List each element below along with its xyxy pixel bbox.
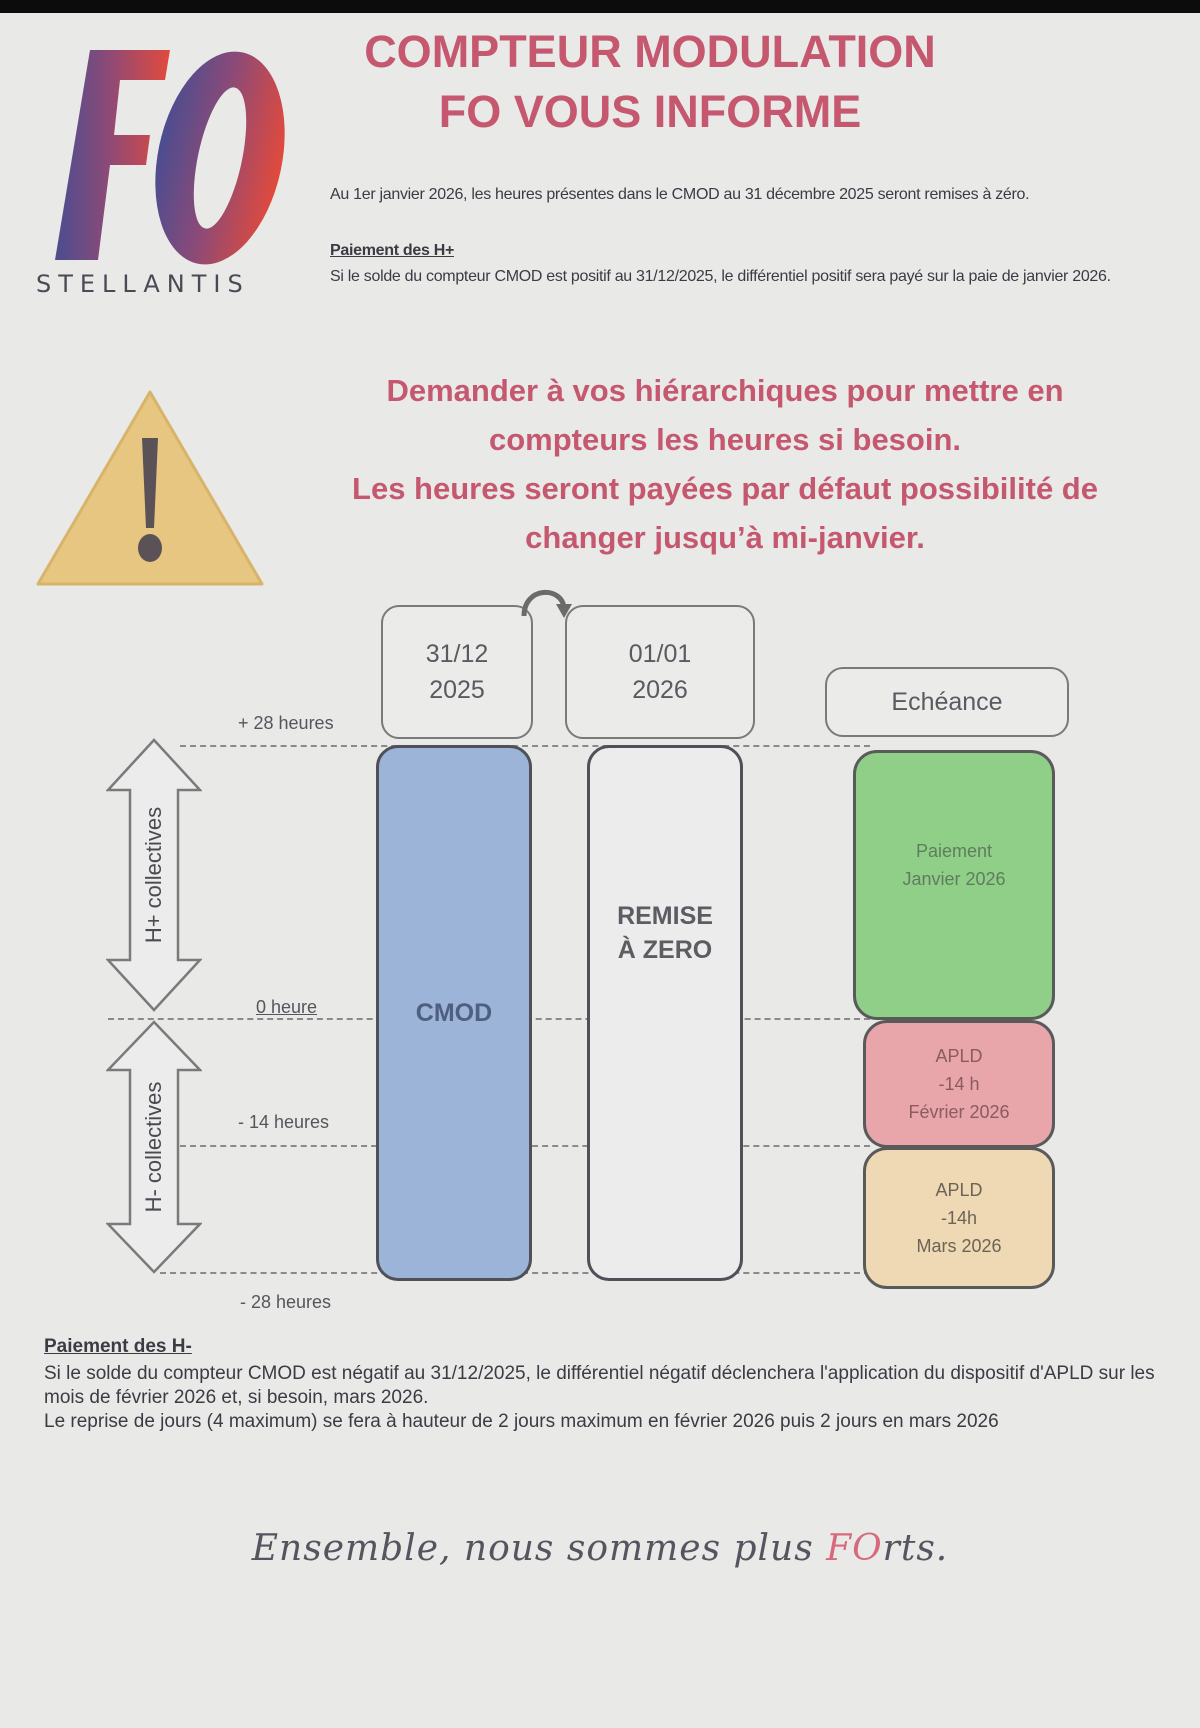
warning-line-1: Demander à vos hiérarchiques pour mettre en — [386, 373, 1064, 408]
reset-line-1: REMISE — [617, 902, 713, 930]
echeance-feb-line-2: -14 h — [938, 1074, 980, 1094]
level-label-plus28: + 28 heures — [238, 713, 334, 733]
warning-triangle-icon — [34, 388, 266, 588]
warning-line-4: changer jusqu’à mi-janvier. — [525, 520, 925, 555]
echeance-feb-line-1: APLD — [935, 1046, 983, 1066]
header-date-2026 — [565, 605, 755, 739]
title-line-1: COMPTEUR MODULATION — [364, 26, 936, 77]
intro-text: Au 1er janvier 2026, les heures présentes dans le CMOD au 31 décembre 2025 seront remises à zéro. — [330, 186, 1030, 203]
hplus-heading: Paiement des H+ — [330, 242, 455, 259]
cmod-bar: CMOD — [376, 745, 532, 1281]
transition-arrow-icon — [518, 584, 578, 620]
slogan-post: rts. — [882, 1528, 949, 1569]
echeance-apld-feb-2026 — [863, 1020, 1055, 1148]
echeance-payment-jan-2026 — [853, 750, 1055, 1020]
hplus-body: Si le solde du compteur CMOD est positif au 31/12/2025, le différentiel positif sera payé sur la paie de janvier 2026. — [330, 268, 1111, 285]
reset-line-2: À ZERO — [617, 936, 713, 964]
warning-line-2: compteurs les heures si besoin. — [488, 422, 962, 457]
hminus-heading: Paiement des H- — [44, 1336, 192, 1357]
hminus-collectives-label: H- collectives — [141, 1081, 166, 1213]
echeance-mar-line-1: APLD — [935, 1180, 983, 1200]
brand-name: STELLANTIS — [36, 270, 250, 298]
level-label-minus28: - 28 heures — [240, 1292, 332, 1312]
level-line-plus28 — [180, 745, 870, 747]
echeance-mar-line-2: -14h — [940, 1208, 977, 1228]
hminus-line-1: Si le solde du compteur CMOD est négatif au 31/12/2025, le différentiel négatif déclenchera l'application du dispositif d'APLD sur les mois de février 2026 et, si besoin, mars 2026. — [44, 1363, 1155, 1408]
reset-zero-bar — [587, 745, 743, 1281]
header-date-2025 — [381, 605, 533, 739]
echeance-jan-line-2: Janvier 2026 — [902, 869, 1006, 889]
echeance-apld-mar-2026 — [863, 1147, 1055, 1289]
warning-line-3: Les heures seront payées par défaut possibilité de — [352, 471, 1098, 506]
page-title — [330, 22, 970, 142]
level-label-zero: 0 heure — [256, 997, 318, 1017]
hminus-line-2: Le reprise de jours (4 maximum) se fera à hauteur de 2 jours maximum en février 2026 puis 2 jours en mars 2026 — [44, 1411, 999, 1432]
hminus-body — [44, 1362, 1174, 1434]
level-label-minus14: - 14 heures — [238, 1112, 330, 1132]
warning-message — [290, 366, 1160, 562]
echeance-jan-line-1: Paiement — [915, 841, 993, 861]
echeance-feb-line-3: Février 2026 — [908, 1102, 1010, 1122]
slogan-pre: Ensemble, nous sommes plus — [251, 1528, 827, 1569]
title-line-2: FO VOUS INFORME — [438, 86, 862, 137]
date-2025-day: 31/12 — [425, 640, 489, 668]
slogan-fo: FO — [826, 1528, 883, 1569]
slogan — [0, 1528, 1200, 1569]
hplus-collectives-label: H+ collectives — [141, 806, 166, 944]
header-echeance: Echéance — [825, 667, 1069, 737]
date-2026-day: 01/01 — [628, 640, 692, 668]
fo-logo-icon — [50, 40, 290, 270]
date-2026-year: 2026 — [632, 676, 688, 704]
top-bar — [0, 0, 1200, 13]
echeance-mar-line-3: Mars 2026 — [916, 1236, 1002, 1256]
date-2025-year: 2025 — [429, 676, 485, 704]
